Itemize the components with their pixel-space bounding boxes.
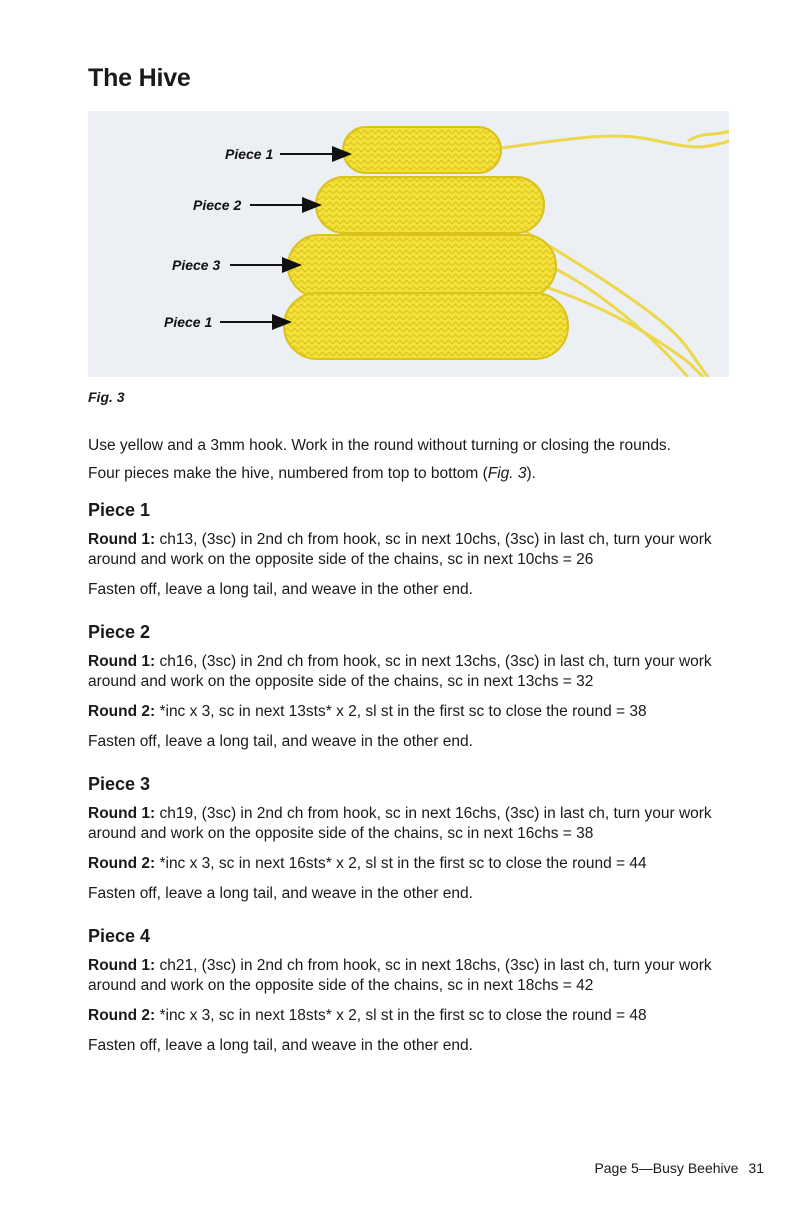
finish-instruction: Fasten off, leave a long tail, and weave in the other end. — [88, 581, 473, 598]
round-instruction: Round 2: *inc x 3, sc in next 16sts* x 2, sl st in the first sc to close the round = 44 — [88, 855, 647, 872]
pattern-content — [88, 436, 728, 1056]
intro-line-1: Use yellow and a 3mm hook. Work in the round without turning or closing the rounds. — [88, 437, 671, 454]
piece-4-section — [88, 926, 728, 1056]
crochet-piece-4 — [284, 293, 568, 359]
crochet-piece-3 — [288, 235, 556, 297]
page-footer — [594, 1160, 764, 1176]
piece-heading: Piece 3 — [88, 774, 151, 794]
footer-section-title: Page 5—Busy Beehive — [594, 1160, 739, 1176]
hive-pieces-illustration — [88, 111, 729, 377]
intro-line-2: Four pieces make the hive, numbered from top to bottom (Fig. 3). — [88, 465, 536, 482]
finish-instruction: Fasten off, leave a long tail, and weave in the other end. — [88, 1037, 473, 1054]
crochet-piece-2 — [316, 177, 544, 233]
round-instruction: Round 2: *inc x 3, sc in next 18sts* x 2, sl st in the first sc to close the round = 48 — [88, 1007, 647, 1024]
figure-label: Piece 2 — [193, 197, 242, 213]
piece-3-section — [88, 774, 728, 904]
round-instruction: Round 1: ch16, (3sc) in 2nd ch from hook, sc in next 13chs, (3sc) in last ch, turn your work around and work on the opposite side of the chains, sc in next 13chs = 32 — [88, 653, 712, 690]
finish-instruction: Fasten off, leave a long tail, and weave in the other end. — [88, 885, 473, 902]
page-number: 31 — [748, 1160, 764, 1176]
figure-label: Piece 3 — [172, 257, 221, 273]
figure-reference: Fig. 3 — [487, 465, 527, 482]
piece-1-section — [88, 500, 728, 600]
page-title: The Hive — [88, 64, 191, 92]
round-instruction: Round 2: *inc x 3, sc in next 13sts* x 2, sl st in the first sc to close the round = 38 — [88, 703, 647, 720]
finish-instruction: Fasten off, leave a long tail, and weave in the other end. — [88, 733, 473, 750]
piece-heading: Piece 2 — [88, 622, 151, 642]
piece-2-section — [88, 622, 728, 752]
figure-caption: Fig. 3 — [88, 389, 125, 405]
round-instruction: Round 1: ch19, (3sc) in 2nd ch from hook, sc in next 16chs, (3sc) in last ch, turn your work around and work on the opposite side of the chains, sc in next 16chs = 38 — [88, 805, 712, 842]
round-instruction: Round 1: ch13, (3sc) in 2nd ch from hook, sc in next 10chs, (3sc) in last ch, turn your work around and work on the opposite side of the chains, sc in next 10chs = 26 — [88, 531, 712, 568]
piece-heading: Piece 4 — [88, 926, 151, 946]
figure-label: Piece 1 — [225, 146, 274, 162]
crochet-piece-1 — [343, 127, 501, 173]
piece-heading: Piece 1 — [88, 500, 151, 520]
figure-label: Piece 1 — [164, 314, 213, 330]
hive-pieces-photo — [88, 111, 729, 377]
round-instruction: Round 1: ch21, (3sc) in 2nd ch from hook, sc in next 18chs, (3sc) in last ch, turn your work around and work on the opposite side of the chains, sc in next 18chs = 42 — [88, 957, 712, 994]
